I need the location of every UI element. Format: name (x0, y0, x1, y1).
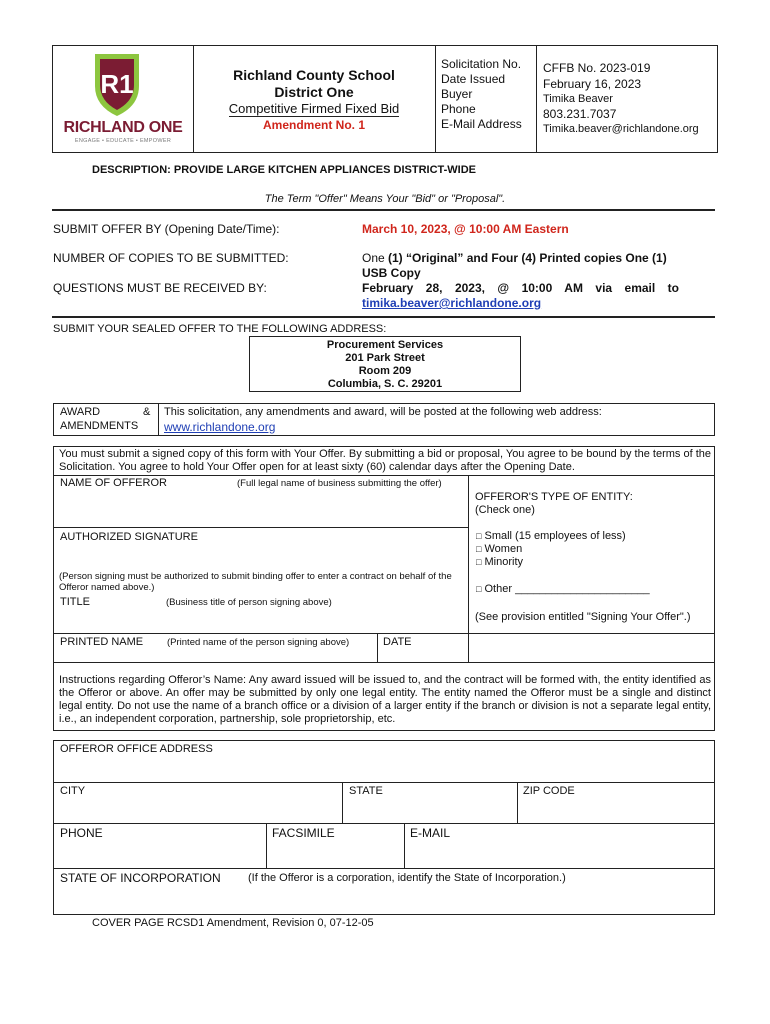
term-note: The Term "Offer" Means Your "Bid" or "Proposal". (264, 193, 506, 205)
submit-by-label: SUBMIT OFFER BY (Opening Date/Time): (53, 222, 280, 236)
incorporation-label: STATE OF INCORPORATION (60, 871, 221, 885)
address-heading: SUBMIT YOUR SEALED OFFER TO THE FOLLOWING ADDRESS: (53, 323, 387, 335)
address-line4: Columbia, S. C. 29201 (327, 378, 443, 390)
buyer-email: Timika.beaver@richlandone.org (543, 123, 699, 135)
title-label: TITLE (60, 596, 90, 608)
entity-option-label: Minority (484, 556, 524, 568)
award-text: This solicitation, any amendments and award, will be posted at the following web address: (164, 406, 602, 418)
email-field[interactable] (407, 842, 712, 865)
copies-bold: (1) “Original” and Four (4) Printed copies One (1) (388, 251, 667, 265)
copies-value (362, 251, 667, 265)
date-issued: February 16, 2023 (543, 77, 642, 91)
header-values (543, 60, 699, 136)
signature-label: AUTHORIZED SIGNATURE (60, 531, 198, 543)
district-logo (55, 50, 191, 150)
entity-option-minority[interactable] (476, 556, 523, 569)
award-url (164, 420, 275, 434)
submit-by-value: March 10, 2023, @ 10:00 AM Eastern (362, 222, 569, 236)
header-labels (441, 57, 522, 132)
state-field[interactable] (345, 798, 513, 820)
office-address-label: OFFEROR OFFICE ADDRESS (60, 743, 213, 755)
bid-type-text: Competitive Firmed Fixed Bid (228, 101, 400, 116)
checkbox-icon[interactable]: □ (476, 531, 482, 541)
questions-value: February 28, 2023, @ 10:00 AM via email to (362, 281, 679, 295)
fax-field[interactable] (269, 842, 401, 865)
buyer-phone: 803.231.7037 (543, 107, 617, 121)
checkbox-icon[interactable]: □ (476, 557, 482, 567)
email-label: E-MAIL (410, 826, 451, 840)
offeror-name-label: NAME OF OFFEROR (60, 477, 167, 489)
entity-other-label: Other ______________________ (484, 583, 650, 595)
logo-tagline: ENGAGE • EDUCATE • EMPOWER (74, 138, 172, 144)
address-line3: Room 209 (358, 365, 412, 377)
incorporation-hint: (If the Offeror is a corporation, identify the State of Incorporation.) (248, 872, 566, 884)
phone-field[interactable] (56, 842, 262, 865)
entity-option-women[interactable] (476, 543, 522, 556)
org-name-line2: District One (274, 84, 354, 100)
buyer-name: Timika Beaver (543, 93, 613, 105)
offer-intro: You must submit a signed copy of this form with Your Offer. By submitting a bid or proposal, You agree to be bound by the terms of the Solicitation. You agree to hold Your Offer open for at least sixty (60) calendar days after the Opening Date. (59, 448, 711, 473)
entity-title: OFFEROR'S TYPE OF ENTITY: (475, 491, 633, 503)
questions-label: QUESTIONS MUST BE RECEIVED BY: (53, 281, 267, 295)
title-field[interactable] (56, 610, 464, 630)
logo-text: RICHLAND ONE (63, 119, 183, 136)
award-label1: AWARD (60, 406, 101, 418)
fax-label: FACSIMILE (272, 826, 335, 840)
phone-label: PHONE (60, 826, 103, 840)
entity-option-other[interactable] (476, 583, 650, 596)
zip-label: ZIP CODE (523, 785, 575, 797)
checkbox-icon[interactable]: □ (476, 584, 482, 594)
copies-pre: One (362, 251, 389, 265)
zip-field[interactable] (520, 798, 712, 820)
incorporation-field[interactable] (56, 888, 712, 912)
award-url-link[interactable]: www.richlandone.org (164, 420, 276, 434)
org-name-line1: Richland County School (233, 67, 395, 83)
title-hint: (Business title of person signing above) (166, 597, 332, 608)
offeror-name-hint: (Full legal name of business submitting the offer) (237, 478, 442, 489)
label-phone: Phone (441, 102, 476, 116)
questions-email-link[interactable]: timika.beaver@richlandone.org (362, 296, 542, 310)
copies-label: NUMBER OF COPIES TO BE SUBMITTED: (53, 251, 289, 265)
label-date-issued: Date Issued (441, 72, 506, 86)
entity-option-label: Small (15 employees of less) (484, 530, 626, 542)
label-buyer: Buyer (441, 87, 473, 101)
footer-note: COVER PAGE RCSD1 Amendment, Revision 0, 07-12-05 (92, 917, 374, 929)
date-label: DATE (383, 636, 412, 648)
signature-field[interactable] (56, 546, 464, 570)
state-label: STATE (349, 785, 383, 797)
address-line1: Procurement Services (326, 339, 444, 351)
label-solicitation: Solicitation No. (441, 57, 522, 71)
city-field[interactable] (56, 798, 338, 820)
offeror-name-field[interactable] (56, 492, 464, 524)
solicitation-number: CFFB No. 2023-019 (543, 61, 651, 75)
printed-name-hint: (Printed name of the person signing above) (167, 637, 350, 648)
instructions: Instructions regarding Offeror’s Name: Any award issued will be issued to, and the contract will be formed with, the entity identified as the Offeror or above. An offer may be submitted by only one legal entity. The entity named the Offeror must be a single and distinct legal entity. Do not use the name of a branch office or a division of a larger entity if the branch or division is not a separate legal entity, i.e., an independent corporation, partnership, sole proprietorship, etc. (59, 674, 711, 725)
award-amp: & (143, 406, 151, 418)
description: DESCRIPTION: PROVIDE LARGE KITCHEN APPLIANCES DISTRICT-WIDE (92, 164, 477, 176)
award-label2: AMENDMENTS (60, 420, 139, 432)
city-label: CITY (60, 785, 86, 797)
entity-option-small[interactable] (476, 530, 626, 543)
bid-type (195, 101, 433, 116)
printed-name-label: PRINTED NAME (60, 636, 144, 648)
address-box (249, 336, 521, 392)
signing-provision-note: (See provision entitled "Signing Your Offer".) (475, 611, 691, 623)
amendment-number: Amendment No. 1 (262, 118, 365, 132)
entity-option-label: Women (484, 543, 523, 555)
address-line2: 201 Park Street (345, 352, 425, 364)
logo-badge: R1 (100, 69, 134, 99)
office-address-field[interactable] (56, 758, 712, 780)
checkbox-icon[interactable]: □ (476, 544, 482, 554)
label-email: E-Mail Address (441, 117, 522, 131)
signature-hint: (Person signing must be authorized to submit binding offer to enter a contract on behalf of the Offeror named above.) (59, 571, 452, 593)
copies-line2: USB Copy (362, 266, 421, 280)
questions-email (362, 296, 541, 310)
entity-subtitle: (Check one) (475, 504, 535, 516)
